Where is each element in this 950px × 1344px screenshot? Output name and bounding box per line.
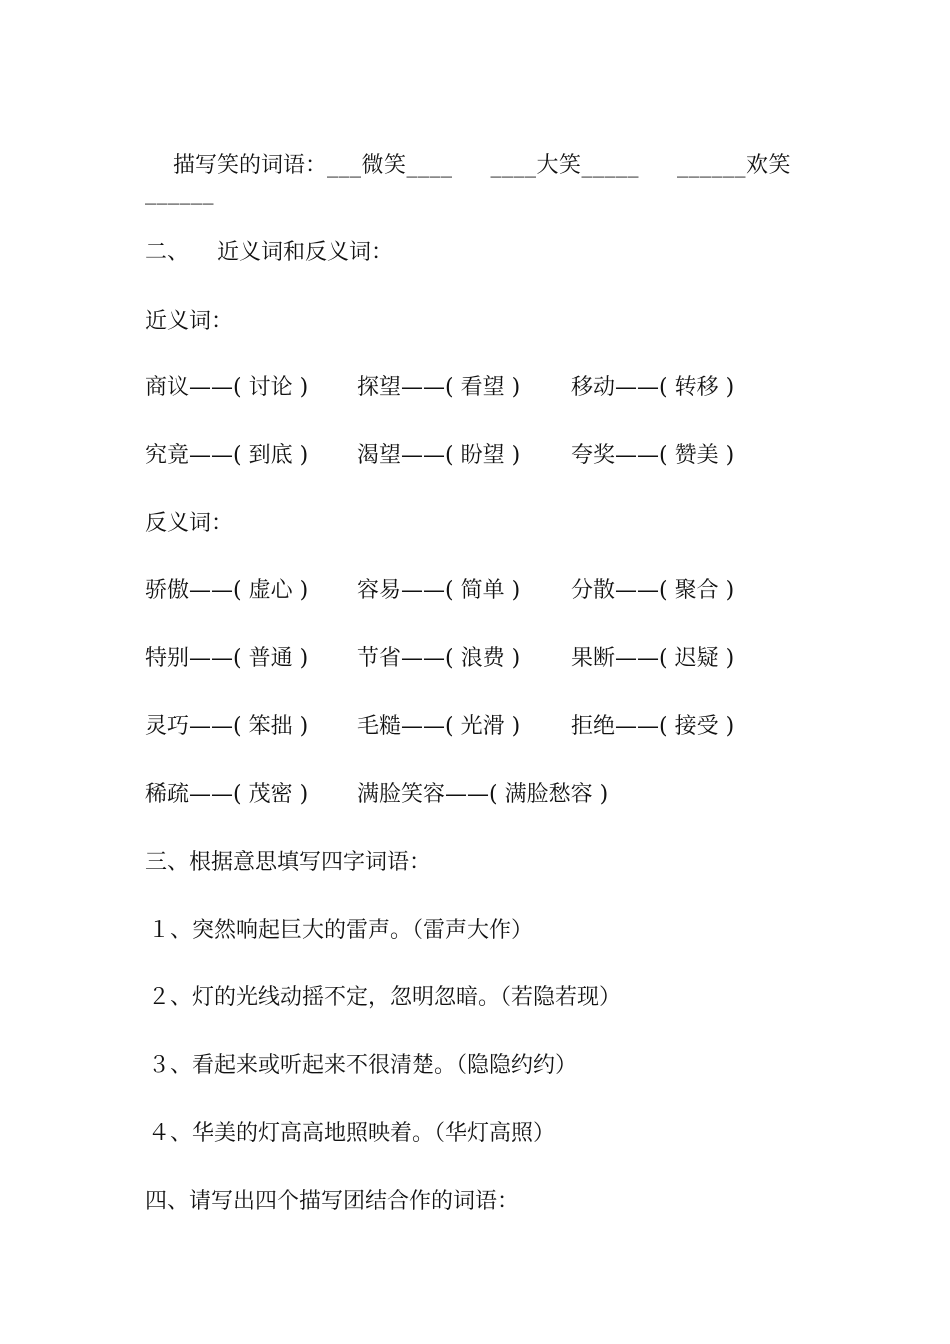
antonym-pair: 骄傲——( 虚心 ) (145, 578, 309, 603)
antonyms-label: 反义词： (145, 511, 234, 536)
section-3-heading: 三、根据意思填写四字词语： (145, 850, 432, 875)
section-4-heading: 四、请写出四个描写团结合作的词语： (145, 1189, 520, 1214)
section-2-heading: 二、 近义词和反义词： (145, 240, 393, 265)
laugh-words-label: 描写笑的词语： (172, 153, 327, 178)
synonym-pair: 渴望——( 盼望 ) (357, 443, 521, 468)
antonym-pair: 节省——( 浪费 ) (357, 646, 521, 671)
antonym-pair: 稀疏——( 茂密 ) (145, 782, 309, 807)
antonym-pair: 特别——( 普通 ) (145, 646, 309, 671)
synonym-pair: 夸奖——( 赞美 ) (571, 443, 735, 468)
antonym-pair: 毛糙——( 光滑 ) (357, 714, 521, 739)
antonym-pair: 分散——( 聚合 ) (571, 578, 735, 603)
antonym-pair: 容易——( 简单 ) (357, 578, 521, 603)
antonym-pair: 果断——( 迟疑 ) (571, 646, 735, 671)
idiom-item-4: ４、华美的灯高高地照映着。（华灯高照） (148, 1121, 556, 1146)
synonym-pair: 探望——( 看望 ) (357, 375, 521, 400)
laugh-words-line (145, 121, 791, 211)
synonym-pair: 究竟——( 到底 ) (145, 443, 309, 468)
synonyms-label: 近义词： (145, 309, 234, 334)
idiom-item-1: １、突然响起巨大的雷声。（雷声大作） (148, 918, 534, 943)
idiom-item-2: ２、灯的光线动摇不定，忽明忽暗。（若隐若现） (148, 985, 622, 1010)
laugh-blank-3: ______欢笑 (677, 153, 792, 178)
synonym-pair: 商议——( 讨论 ) (145, 375, 309, 400)
antonym-pair: 灵巧——( 笨拙 ) (145, 714, 309, 739)
antonym-pair: 拒绝——( 接受 ) (571, 714, 735, 739)
laugh-blank-2: ____大笑_____ (490, 153, 640, 178)
idiom-item-3: ３、看起来或听起来不很清楚。（隐隐约约） (148, 1053, 578, 1078)
antonym-pair: 满脸笑容——( 满脸愁容 ) (357, 782, 609, 807)
laugh-blank-4: ______ (145, 180, 214, 205)
synonym-pair: 移动——( 转移 ) (571, 375, 735, 400)
laugh-blank-1: ___微笑____ (327, 153, 453, 178)
